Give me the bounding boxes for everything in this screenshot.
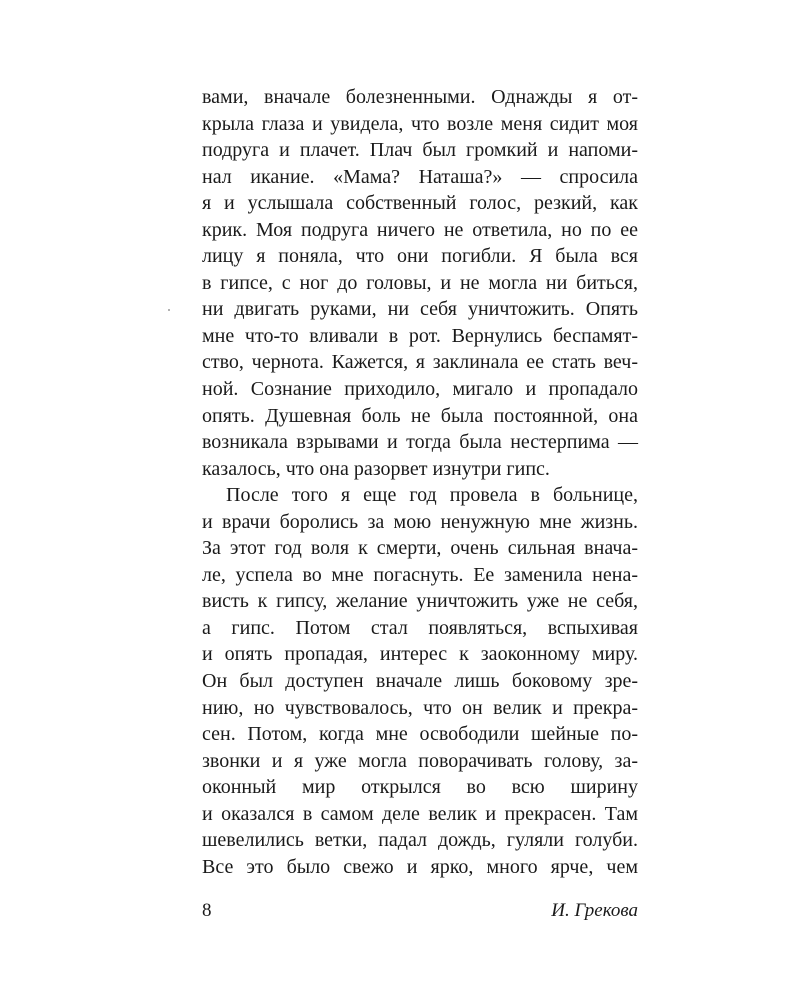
text-line: нал икание. «Мама? Наташа?» — спросила [202, 165, 638, 188]
text-line: ни двигать руками, ни себя уничтожить. Опять [202, 298, 638, 321]
text-line: висть к гипсу, желание уничтожить уже не себя, [202, 590, 638, 613]
text-line: Все это было свежо и ярко, много ярче, чем [202, 855, 638, 878]
text-line: лицу я поняла, что они погибли. Я была вся [202, 245, 638, 268]
text-line: я и услышала собственный голос, резкий, как [202, 192, 638, 215]
text-line: нию, но чувствовалось, что он велик и прекра- [202, 696, 638, 719]
text-line: мне что-то вливали в рот. Вернулись беспамят- [202, 324, 638, 347]
text-line: ле, успела во мне погаснуть. Ее заменила нена- [202, 563, 638, 586]
text-line: вами, вначале болезненными. Однажды я от- [202, 86, 638, 108]
text-line: ство, чернота. Кажется, я заклинала ее стать веч- [202, 351, 638, 374]
text-line: в гипсе, с ног до головы, и не могла ни биться, [202, 271, 638, 294]
paragraph-2 [202, 482, 638, 880]
text-line: крик. Моя подруга ничего не ответила, но по ее [202, 218, 638, 241]
text-line: казалось, что она разорвет изнутри гипс. [202, 457, 550, 480]
text-line: оконный мир открылся во всю ширину [202, 776, 638, 799]
text-line: звонки и я уже могла поворачивать голову, за- [202, 749, 638, 772]
text-line: а гипс. Потом стал появляться, вспыхивая [202, 616, 638, 639]
text-line: сен. Потом, когда мне освободили шейные по- [202, 723, 638, 746]
text-line: шевелились ветки, падал дождь, гуляли голуби. [202, 829, 638, 852]
paragraph-1 [202, 84, 638, 482]
text-line: и оказался в самом деле велик и прекрасен. Там [202, 802, 638, 825]
text-line: Он был доступен вначале лишь боковому зре- [202, 670, 638, 693]
text-line: За этот год воля к смерти, очень сильная внача- [202, 537, 638, 560]
body-text [202, 84, 638, 880]
text-line: После того я еще год провела в больнице, [226, 484, 638, 507]
text-line: возникала взрывами и тогда была нестерпима — [202, 431, 638, 454]
running-footer-author: И. Грекова [551, 900, 638, 921]
text-line: подруга и плачет. Плач был громкий и напоми- [202, 139, 638, 162]
text-line: и врачи боролись за мою ненужную мне жизнь. [202, 510, 638, 533]
text-line: ной. Сознание приходило, мигало и пропадало [202, 378, 638, 401]
scan-speck [168, 309, 170, 311]
page-number: 8 [202, 900, 212, 921]
page-footer [202, 900, 638, 926]
text-line: крыла глаза и увидела, что возле меня сидит моя [202, 112, 638, 135]
text-line: и опять пропадая, интерес к заоконному миру. [202, 643, 638, 666]
text-line: опять. Душевная боль не была постоянной, она [202, 404, 638, 427]
